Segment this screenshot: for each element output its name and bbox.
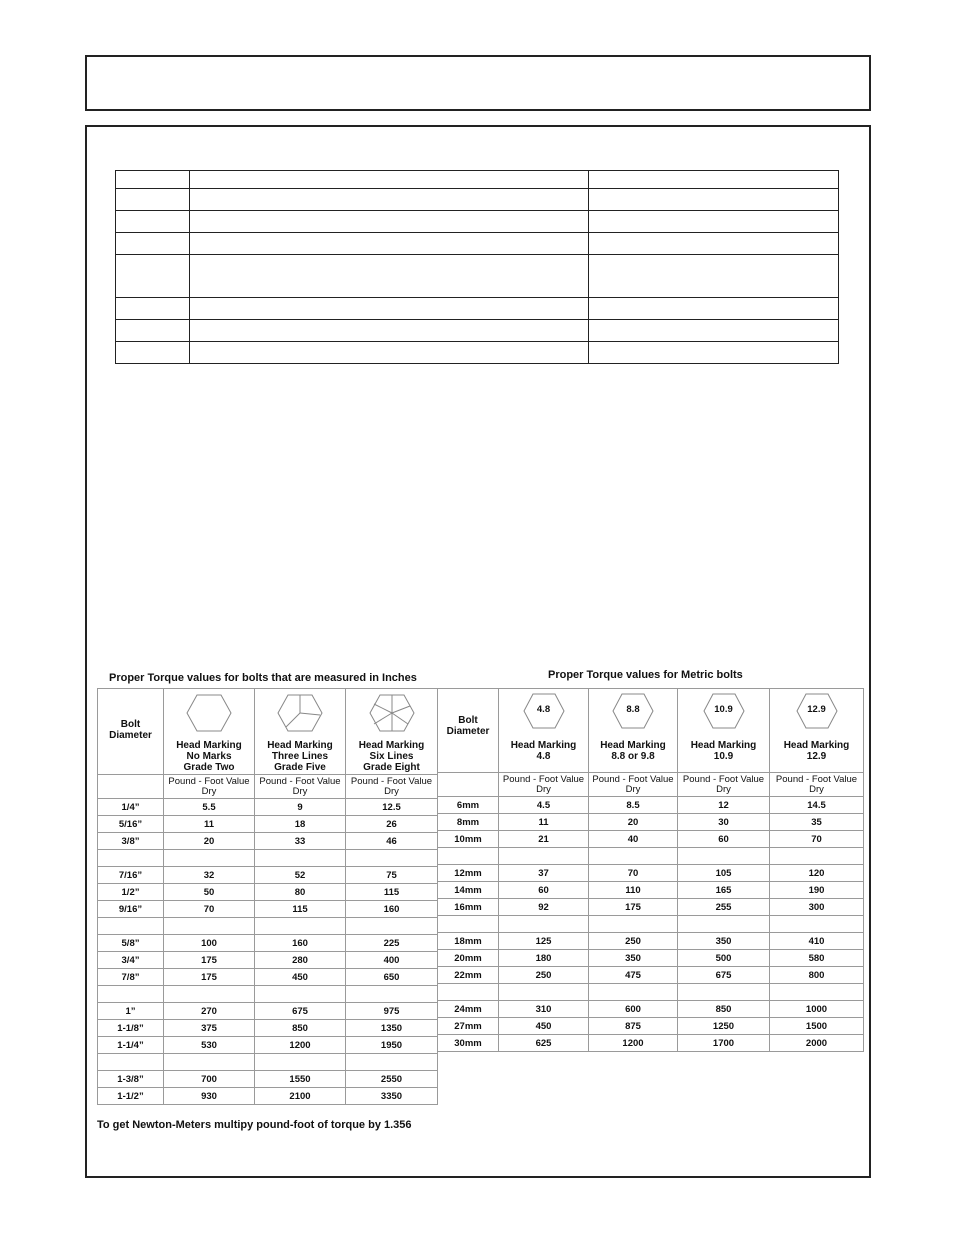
torque-value-cell: 180 <box>499 950 589 967</box>
spacer-row <box>98 986 438 1003</box>
grade-line: 8.8 or 9.8 <box>611 751 655 762</box>
torque-value-cell: 12 <box>678 797 770 814</box>
table-row <box>438 967 864 984</box>
torque-value-cell: 160 <box>255 935 346 952</box>
torque-value-cell: 37 <box>499 865 589 882</box>
torque-value-cell <box>770 916 864 933</box>
table-row <box>438 950 864 967</box>
torque-value-cell: 625 <box>499 1035 589 1052</box>
torque-value-cell: 2550 <box>346 1071 438 1088</box>
metric-torque-table <box>437 688 864 1052</box>
torque-value-cell: 75 <box>346 867 438 884</box>
torque-value-cell: 125 <box>499 933 589 950</box>
torque-value-cell: 60 <box>678 831 770 848</box>
torque-value-cell: 4.5 <box>499 797 589 814</box>
torque-value-cell: 850 <box>255 1020 346 1037</box>
table-row <box>438 831 864 848</box>
torque-value-cell: 450 <box>499 1018 589 1035</box>
table-row <box>438 899 864 916</box>
grade-line: Grade Eight <box>363 762 420 773</box>
grade-line: Head Marking <box>358 740 425 751</box>
torque-value-cell: 1350 <box>346 1020 438 1037</box>
table-row <box>98 901 438 918</box>
torque-value-cell: 310 <box>499 1001 589 1018</box>
hex-no-marks-icon <box>185 693 233 733</box>
grade-five-header <box>255 689 346 775</box>
bolt-size-cell: 10mm <box>438 831 499 848</box>
torque-value-cell: 120 <box>770 865 864 882</box>
torque-value-cell: 115 <box>255 901 346 918</box>
torque-value-cell: 650 <box>346 969 438 986</box>
bolt-size-cell: 16mm <box>438 899 499 916</box>
torque-value-cell: 580 <box>770 950 864 967</box>
bolt-size-cell: 1” <box>98 1003 164 1020</box>
torque-value-cell: 400 <box>346 952 438 969</box>
grade-line: Grade Two <box>183 762 235 773</box>
torque-value-cell <box>499 848 589 865</box>
torque-value-cell: 21 <box>499 831 589 848</box>
hex-three-lines-icon <box>276 693 324 733</box>
bolt-size-cell: 1/4” <box>98 799 164 816</box>
torque-value-cell <box>499 984 589 1001</box>
table-row <box>98 816 438 833</box>
torque-value-cell: 40 <box>589 831 678 848</box>
torque-value-cell: 60 <box>499 882 589 899</box>
torque-value-cell: 2000 <box>770 1035 864 1052</box>
torque-value-cell: 32 <box>164 867 255 884</box>
torque-value-cell: 110 <box>589 882 678 899</box>
bolt-size-cell: 30mm <box>438 1035 499 1052</box>
metric-bolt-diameter-header <box>438 689 499 773</box>
bolt-size-cell <box>438 984 499 1001</box>
metric-table-body <box>438 797 864 1052</box>
table-row <box>438 1018 864 1035</box>
header-frame <box>85 55 871 111</box>
torque-value-cell: 11 <box>499 814 589 831</box>
bolt-size-cell: 1-3/8” <box>98 1071 164 1088</box>
bolt-diameter-label: Bolt Diameter <box>446 715 490 737</box>
torque-value-cell <box>499 916 589 933</box>
bolt-size-cell: 6mm <box>438 797 499 814</box>
bolt-size-cell: 18mm <box>438 933 499 950</box>
table-row <box>98 935 438 952</box>
torque-value-cell: 850 <box>678 1001 770 1018</box>
torque-value-cell: 450 <box>255 969 346 986</box>
bolt-size-cell: 20mm <box>438 950 499 967</box>
bolt-size-cell: 1-1/8” <box>98 1020 164 1037</box>
torque-value-cell: 1000 <box>770 1001 864 1018</box>
torque-value-cell: 250 <box>499 967 589 984</box>
table-row <box>438 1001 864 1018</box>
unit-header-row: Pound - Foot Value Dry Pound - Foot Value Dry Pound - Foot Value Dry <box>98 775 438 799</box>
bolt-size-cell: 22mm <box>438 967 499 984</box>
torque-value-cell: 70 <box>589 865 678 882</box>
torque-value-cell: 70 <box>164 901 255 918</box>
torque-value-cell: 14.5 <box>770 797 864 814</box>
torque-value-cell <box>346 918 438 935</box>
torque-value-cell: 115 <box>346 884 438 901</box>
table-row <box>438 1035 864 1052</box>
torque-value-cell: 8.5 <box>589 797 678 814</box>
torque-value-cell <box>589 848 678 865</box>
unit-header-row: Pound - Foot Value Dry Pound - Foot Value Dry Pound - Foot Value Dry Pound - Foot Value Dry <box>438 773 864 797</box>
torque-value-cell: 26 <box>346 816 438 833</box>
torque-value-cell: 92 <box>499 899 589 916</box>
bolt-size-cell: 5/16” <box>98 816 164 833</box>
grade-4-8-header <box>499 689 589 773</box>
torque-value-cell <box>770 848 864 865</box>
inch-torque-table <box>97 688 438 1105</box>
inch-table-body <box>98 799 438 1105</box>
grade-two-header <box>164 689 255 775</box>
torque-value-cell: 52 <box>255 867 346 884</box>
table-row <box>98 969 438 986</box>
torque-value-cell: 500 <box>678 950 770 967</box>
table-row <box>98 1003 438 1020</box>
torque-value-cell: 475 <box>589 967 678 984</box>
bolt-size-cell <box>98 918 164 935</box>
grade-line: Head Marking <box>600 740 666 751</box>
torque-value-cell <box>678 984 770 1001</box>
torque-value-cell: 280 <box>255 952 346 969</box>
table-row <box>438 814 864 831</box>
torque-value-cell: 35 <box>770 814 864 831</box>
bolt-size-cell: 27mm <box>438 1018 499 1035</box>
grade-line: Six Lines <box>369 751 414 762</box>
hex-mark-label: 4.8 <box>536 704 551 715</box>
bolt-size-cell <box>98 986 164 1003</box>
torque-value-cell: 225 <box>346 935 438 952</box>
torque-value-cell: 675 <box>678 967 770 984</box>
torque-value-cell: 875 <box>589 1018 678 1035</box>
torque-value-cell: 930 <box>164 1088 255 1105</box>
torque-value-cell <box>255 918 346 935</box>
torque-value-cell <box>164 850 255 867</box>
grade-8-8-header <box>589 689 678 773</box>
table-row <box>98 1020 438 1037</box>
torque-value-cell: 20 <box>589 814 678 831</box>
torque-value-cell <box>678 916 770 933</box>
torque-value-cell: 190 <box>770 882 864 899</box>
table-row <box>438 933 864 950</box>
torque-value-cell: 100 <box>164 935 255 952</box>
bolt-size-cell: 14mm <box>438 882 499 899</box>
table-row <box>98 952 438 969</box>
grade-line: Three Lines <box>271 751 329 762</box>
table-row <box>98 1037 438 1054</box>
bolt-size-cell: 1-1/4” <box>98 1037 164 1054</box>
bolt-size-cell <box>98 850 164 867</box>
torque-value-cell: 9 <box>255 799 346 816</box>
hex-six-lines-icon <box>368 693 416 733</box>
bolt-size-cell: 8mm <box>438 814 499 831</box>
torque-value-cell: 300 <box>770 899 864 916</box>
torque-value-cell: 410 <box>770 933 864 950</box>
torque-value-cell: 105 <box>678 865 770 882</box>
torque-value-cell: 175 <box>589 899 678 916</box>
torque-value-cell: 975 <box>346 1003 438 1020</box>
grade-line: Head Marking <box>510 740 577 751</box>
bolt-size-cell: 7/8” <box>98 969 164 986</box>
torque-value-cell: 5.5 <box>164 799 255 816</box>
torque-value-cell: 530 <box>164 1037 255 1054</box>
torque-value-cell: 160 <box>346 901 438 918</box>
torque-value-cell: 30 <box>678 814 770 831</box>
grade-line: Head Marking <box>690 740 757 751</box>
torque-value-cell: 375 <box>164 1020 255 1037</box>
grade-eight-header <box>346 689 438 775</box>
torque-value-cell: 350 <box>678 933 770 950</box>
table-row <box>98 1071 438 1088</box>
bolt-size-cell <box>438 848 499 865</box>
grade-line: Head Marking <box>176 740 242 751</box>
torque-value-cell <box>164 986 255 1003</box>
torque-value-cell: 1700 <box>678 1035 770 1052</box>
torque-value-cell <box>255 986 346 1003</box>
spacer-row <box>438 984 864 1001</box>
bolt-size-cell: 5/8” <box>98 935 164 952</box>
grade-12-9-header <box>770 689 864 773</box>
torque-value-cell: 1550 <box>255 1071 346 1088</box>
torque-value-cell: 800 <box>770 967 864 984</box>
torque-value-cell: 1950 <box>346 1037 438 1054</box>
torque-value-cell: 70 <box>770 831 864 848</box>
bolt-size-cell: 1/2” <box>98 884 164 901</box>
torque-value-cell <box>346 850 438 867</box>
bolt-diameter-header <box>98 689 164 775</box>
spacer-row <box>438 916 864 933</box>
empty-ruled-table <box>115 170 839 364</box>
torque-value-cell <box>164 918 255 935</box>
torque-value-cell: 1500 <box>770 1018 864 1035</box>
torque-value-cell <box>589 984 678 1001</box>
bolt-diameter-label: Bolt Diameter <box>109 719 152 741</box>
bolt-size-cell <box>98 1054 164 1071</box>
table-row <box>438 797 864 814</box>
torque-value-cell: 50 <box>164 884 255 901</box>
metric-table-title: Proper Torque values for Metric bolts <box>548 669 743 681</box>
torque-value-cell <box>770 984 864 1001</box>
hex-mark-label: 10.9 <box>714 704 733 715</box>
grade-line: Head Marking <box>267 740 333 751</box>
torque-value-cell: 675 <box>255 1003 346 1020</box>
torque-value-cell: 1250 <box>678 1018 770 1035</box>
bolt-size-cell: 9/16” <box>98 901 164 918</box>
torque-value-cell: 175 <box>164 952 255 969</box>
torque-value-cell: 12.5 <box>346 799 438 816</box>
torque-value-cell <box>346 986 438 1003</box>
table-row <box>98 799 438 816</box>
grade-10-9-header <box>678 689 770 773</box>
torque-value-cell: 3350 <box>346 1088 438 1105</box>
bolt-size-cell: 3/4” <box>98 952 164 969</box>
table-row <box>98 833 438 850</box>
spacer-row <box>98 1054 438 1071</box>
grade-line: 12.9 <box>806 751 827 762</box>
grade-line: 4.8 <box>536 751 551 762</box>
grade-line: 10.9 <box>713 751 734 762</box>
torque-value-cell: 600 <box>589 1001 678 1018</box>
torque-value-cell <box>164 1054 255 1071</box>
inch-table-title: Proper Torque values for bolts that are measured in Inches <box>109 672 417 684</box>
torque-value-cell: 165 <box>678 882 770 899</box>
torque-value-cell: 700 <box>164 1071 255 1088</box>
torque-value-cell: 1200 <box>589 1035 678 1052</box>
table-row <box>98 867 438 884</box>
torque-value-cell: 20 <box>164 833 255 850</box>
torque-value-cell: 18 <box>255 816 346 833</box>
torque-value-cell: 2100 <box>255 1088 346 1105</box>
grade-line: Grade Five <box>274 762 326 773</box>
torque-value-cell: 250 <box>589 933 678 950</box>
torque-value-cell: 350 <box>589 950 678 967</box>
spacer-row <box>438 848 864 865</box>
hex-mark-label: 8.8 <box>626 704 640 715</box>
table-row <box>438 865 864 882</box>
torque-value-cell: 11 <box>164 816 255 833</box>
bolt-size-cell: 1-1/2” <box>98 1088 164 1105</box>
table-row <box>438 882 864 899</box>
torque-value-cell: 175 <box>164 969 255 986</box>
torque-value-cell: 1200 <box>255 1037 346 1054</box>
table-row <box>98 1088 438 1105</box>
newton-meter-footnote: To get Newton-Meters multipy pound-foot of torque by 1.356 <box>97 1119 412 1131</box>
bolt-size-cell: 12mm <box>438 865 499 882</box>
bolt-size-cell: 24mm <box>438 1001 499 1018</box>
bolt-size-cell <box>438 916 499 933</box>
torque-value-cell: 270 <box>164 1003 255 1020</box>
torque-value-cell <box>589 916 678 933</box>
grade-line: Head Marking <box>783 740 850 751</box>
torque-value-cell <box>255 850 346 867</box>
spacer-row <box>98 918 438 935</box>
table-row <box>98 884 438 901</box>
bolt-size-cell: 7/16” <box>98 867 164 884</box>
torque-value-cell <box>346 1054 438 1071</box>
torque-value-cell: 33 <box>255 833 346 850</box>
hex-mark-label: 12.9 <box>807 704 826 715</box>
torque-value-cell <box>255 1054 346 1071</box>
grade-line: No Marks <box>186 751 232 762</box>
torque-value-cell: 80 <box>255 884 346 901</box>
spacer-row <box>98 850 438 867</box>
bolt-size-cell: 3/8” <box>98 833 164 850</box>
torque-value-cell <box>678 848 770 865</box>
torque-value-cell: 255 <box>678 899 770 916</box>
torque-value-cell: 46 <box>346 833 438 850</box>
